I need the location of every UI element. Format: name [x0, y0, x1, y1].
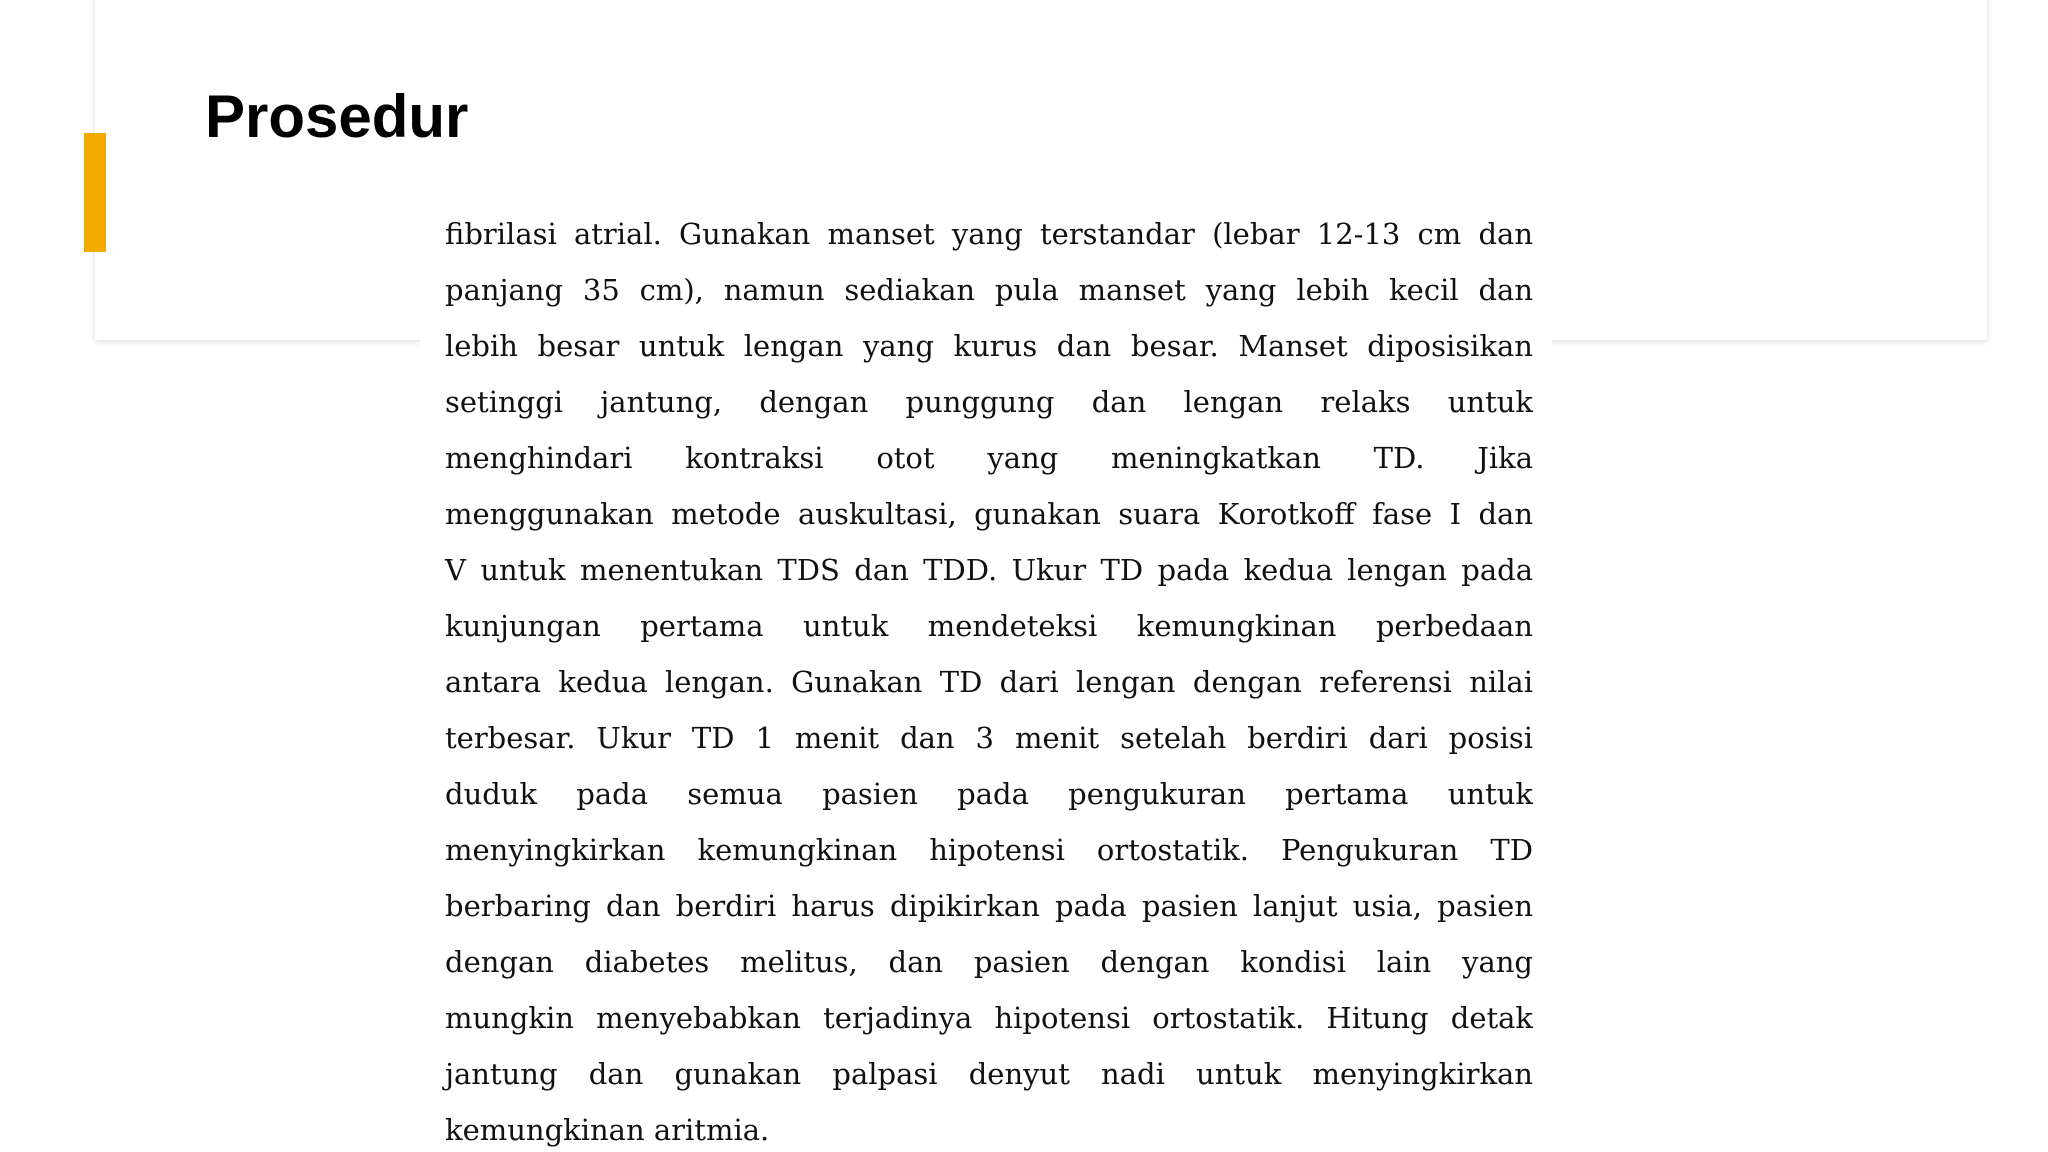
- document-line: mungkin menyebabkan terjadinya hipotensi ortostatik. Hitung detak: [445, 1001, 1533, 1035]
- document-line: lebih besar untuk lengan yang kurus dan besar. Manset diposisikan: [445, 329, 1533, 363]
- document-line: berbaring dan berdiri harus dipikirkan pada pasien lanjut usia, pasien: [445, 889, 1533, 923]
- document-excerpt-text: [445, 206, 1533, 1152]
- slide-title: Prosedur: [205, 83, 469, 150]
- document-line: duduk pada semua pasien pada pengukuran pertama untuk: [445, 777, 1533, 811]
- document-line: kemungkinan aritmia.: [445, 1113, 770, 1147]
- document-line: V untuk menentukan TDS dan TDD. Ukur TD pada kedua lengan pada: [445, 553, 1533, 587]
- document-line: terbesar. Ukur TD 1 menit dan 3 menit setelah berdiri dari posisi: [445, 721, 1533, 755]
- document-line: jantung dan gunakan palpasi denyut nadi untuk menyingkirkan: [445, 1057, 1533, 1091]
- document-line: antara kedua lengan. Gunakan TD dari lengan dengan referensi nilai: [445, 665, 1533, 699]
- document-line: menyingkirkan kemungkinan hipotensi ortostatik. Pengukuran TD: [445, 833, 1533, 867]
- document-line: setinggi jantung, dengan punggung dan lengan relaks untuk: [445, 385, 1533, 419]
- document-line: menggunakan metode auskultasi, gunakan suara Korotkoff fase I dan: [445, 497, 1533, 531]
- document-line: fibrilasi atrial. Gunakan manset yang terstandar (lebar 12-13 cm dan: [445, 217, 1533, 251]
- accent-bar: [84, 133, 106, 252]
- document-line: kunjungan pertama untuk mendeteksi kemungkinan perbedaan: [445, 609, 1533, 643]
- document-line: menghindari kontraksi otot yang meningkatkan TD. Jika: [445, 441, 1533, 475]
- document-line: dengan diabetes melitus, dan pasien dengan kondisi lain yang: [445, 945, 1533, 979]
- document-line: panjang 35 cm), namun sediakan pula manset yang lebih kecil dan: [445, 273, 1533, 307]
